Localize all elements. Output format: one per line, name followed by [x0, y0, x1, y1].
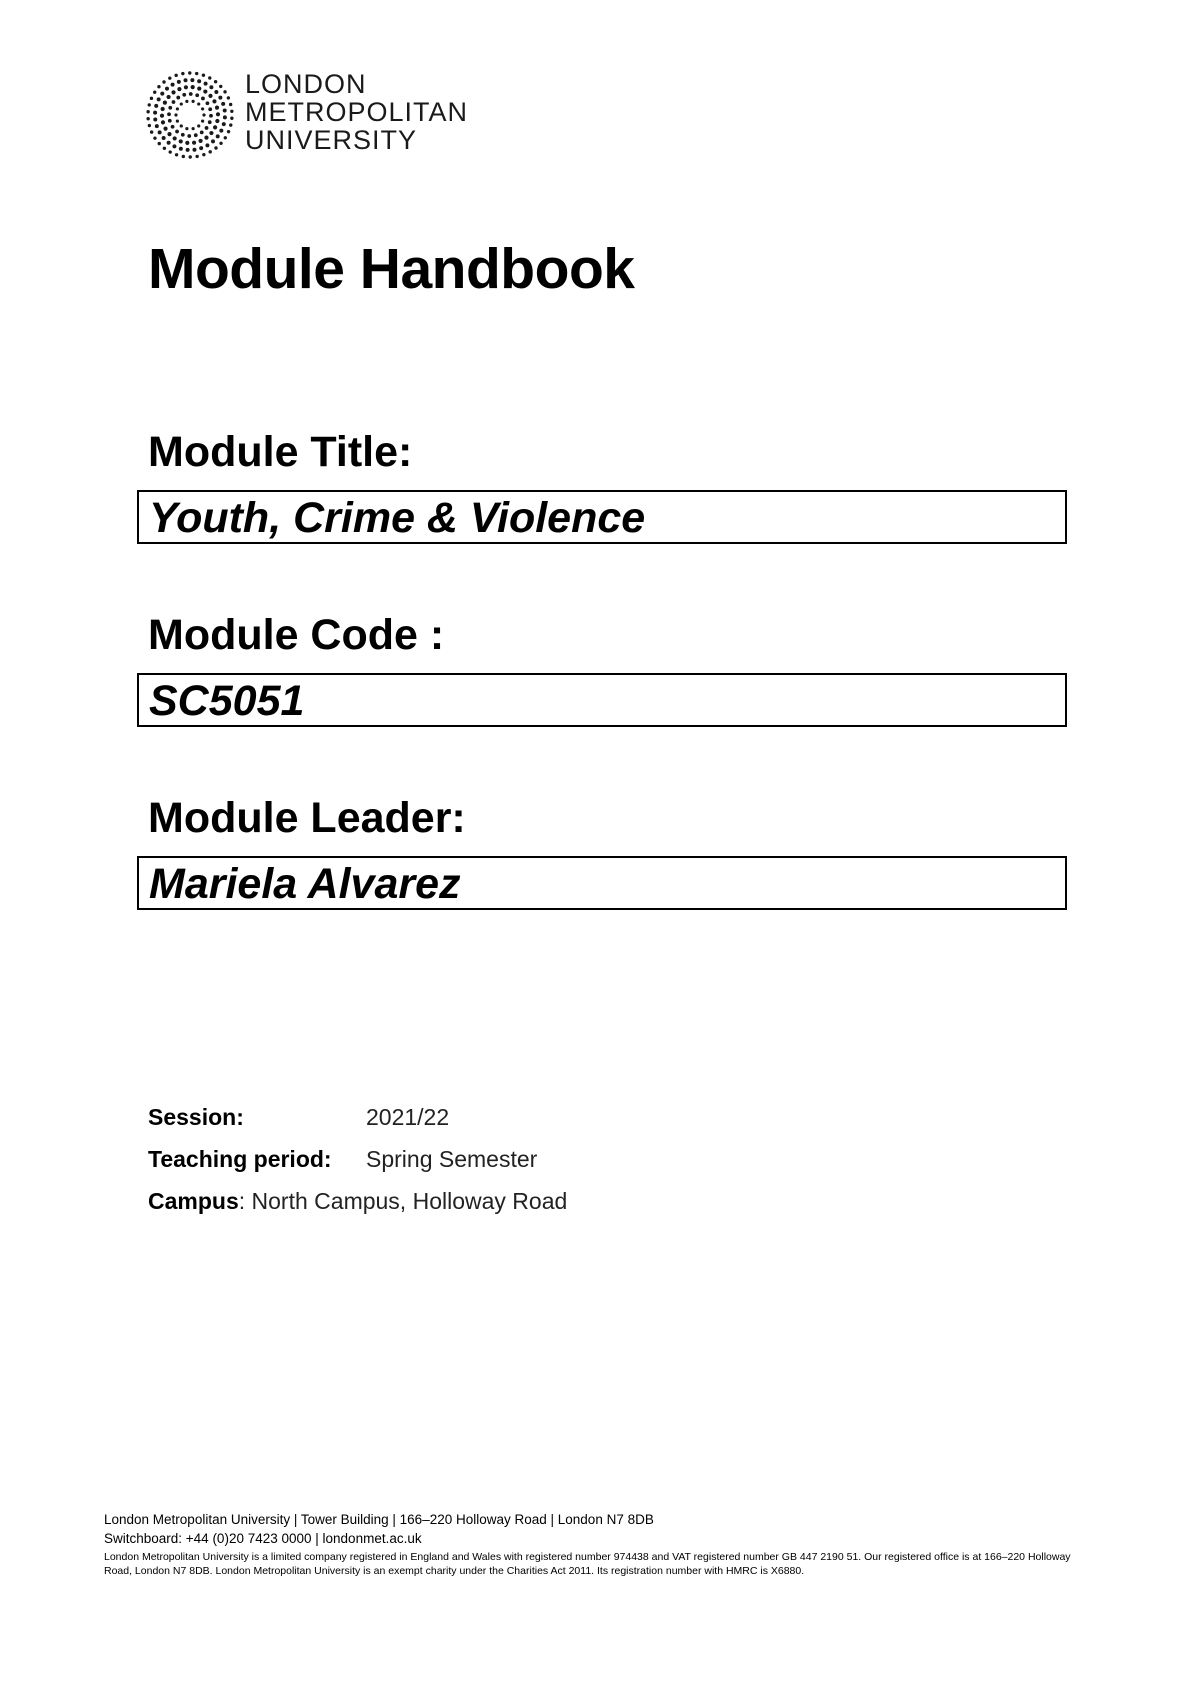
logo-line-2: METROPOLITAN: [245, 97, 469, 127]
logo-wordmark: [245, 70, 468, 154]
module-code-label: Module Code :: [148, 611, 445, 659]
campus-row: [148, 1180, 567, 1222]
session-label: Session:: [148, 1104, 244, 1130]
logo-line-1: LONDON: [245, 69, 367, 99]
module-title-label: Module Title:: [148, 428, 413, 476]
module-leader-box: [137, 856, 1067, 910]
module-leader-value: Mariela Alvarez: [149, 860, 461, 908]
footer-address: London Metropolitan University | Tower Building | 166–220 Holloway Road | London N7 8DB: [104, 1512, 654, 1527]
logo-line-3: UNIVERSITY: [245, 125, 418, 155]
campus-value: : North Campus, Holloway Road: [238, 1188, 568, 1214]
page-title: Module Handbook: [148, 237, 635, 301]
module-code-box: [137, 673, 1067, 727]
footer-contact: Switchboard: +44 (0)20 7423 0000 | londonmet.ac.uk: [104, 1531, 422, 1546]
session-value: 2021/22: [366, 1104, 450, 1130]
teaching-period-value: Spring Semester: [366, 1146, 538, 1172]
module-leader-label: Module Leader:: [148, 794, 466, 842]
session-row: [148, 1096, 567, 1138]
campus-label: Campus: [148, 1188, 239, 1214]
module-title-box: [137, 490, 1067, 544]
footer-legal-notice: London Metropolitan University is a limited company registered in England and Wales with registered number 974438 and VAT registered number GB 447 2190 51. Our registered office is at 166–220 Holloway Road, London N7 8DB. London Metropolitan University is an exempt charity under the Charities Act 2011. Its registration number with HMRC is X6880.: [104, 1551, 1071, 1577]
session-details: [148, 1096, 567, 1222]
teaching-period-label: Teaching period:: [148, 1146, 332, 1172]
university-logo: [145, 70, 505, 162]
logo-dot-ring-icon: [145, 70, 235, 160]
module-title-value: Youth, Crime & Violence: [149, 494, 646, 542]
page-footer: [104, 1510, 1104, 1578]
teaching-period-row: [148, 1138, 567, 1180]
module-code-value: SC5051: [149, 677, 305, 725]
